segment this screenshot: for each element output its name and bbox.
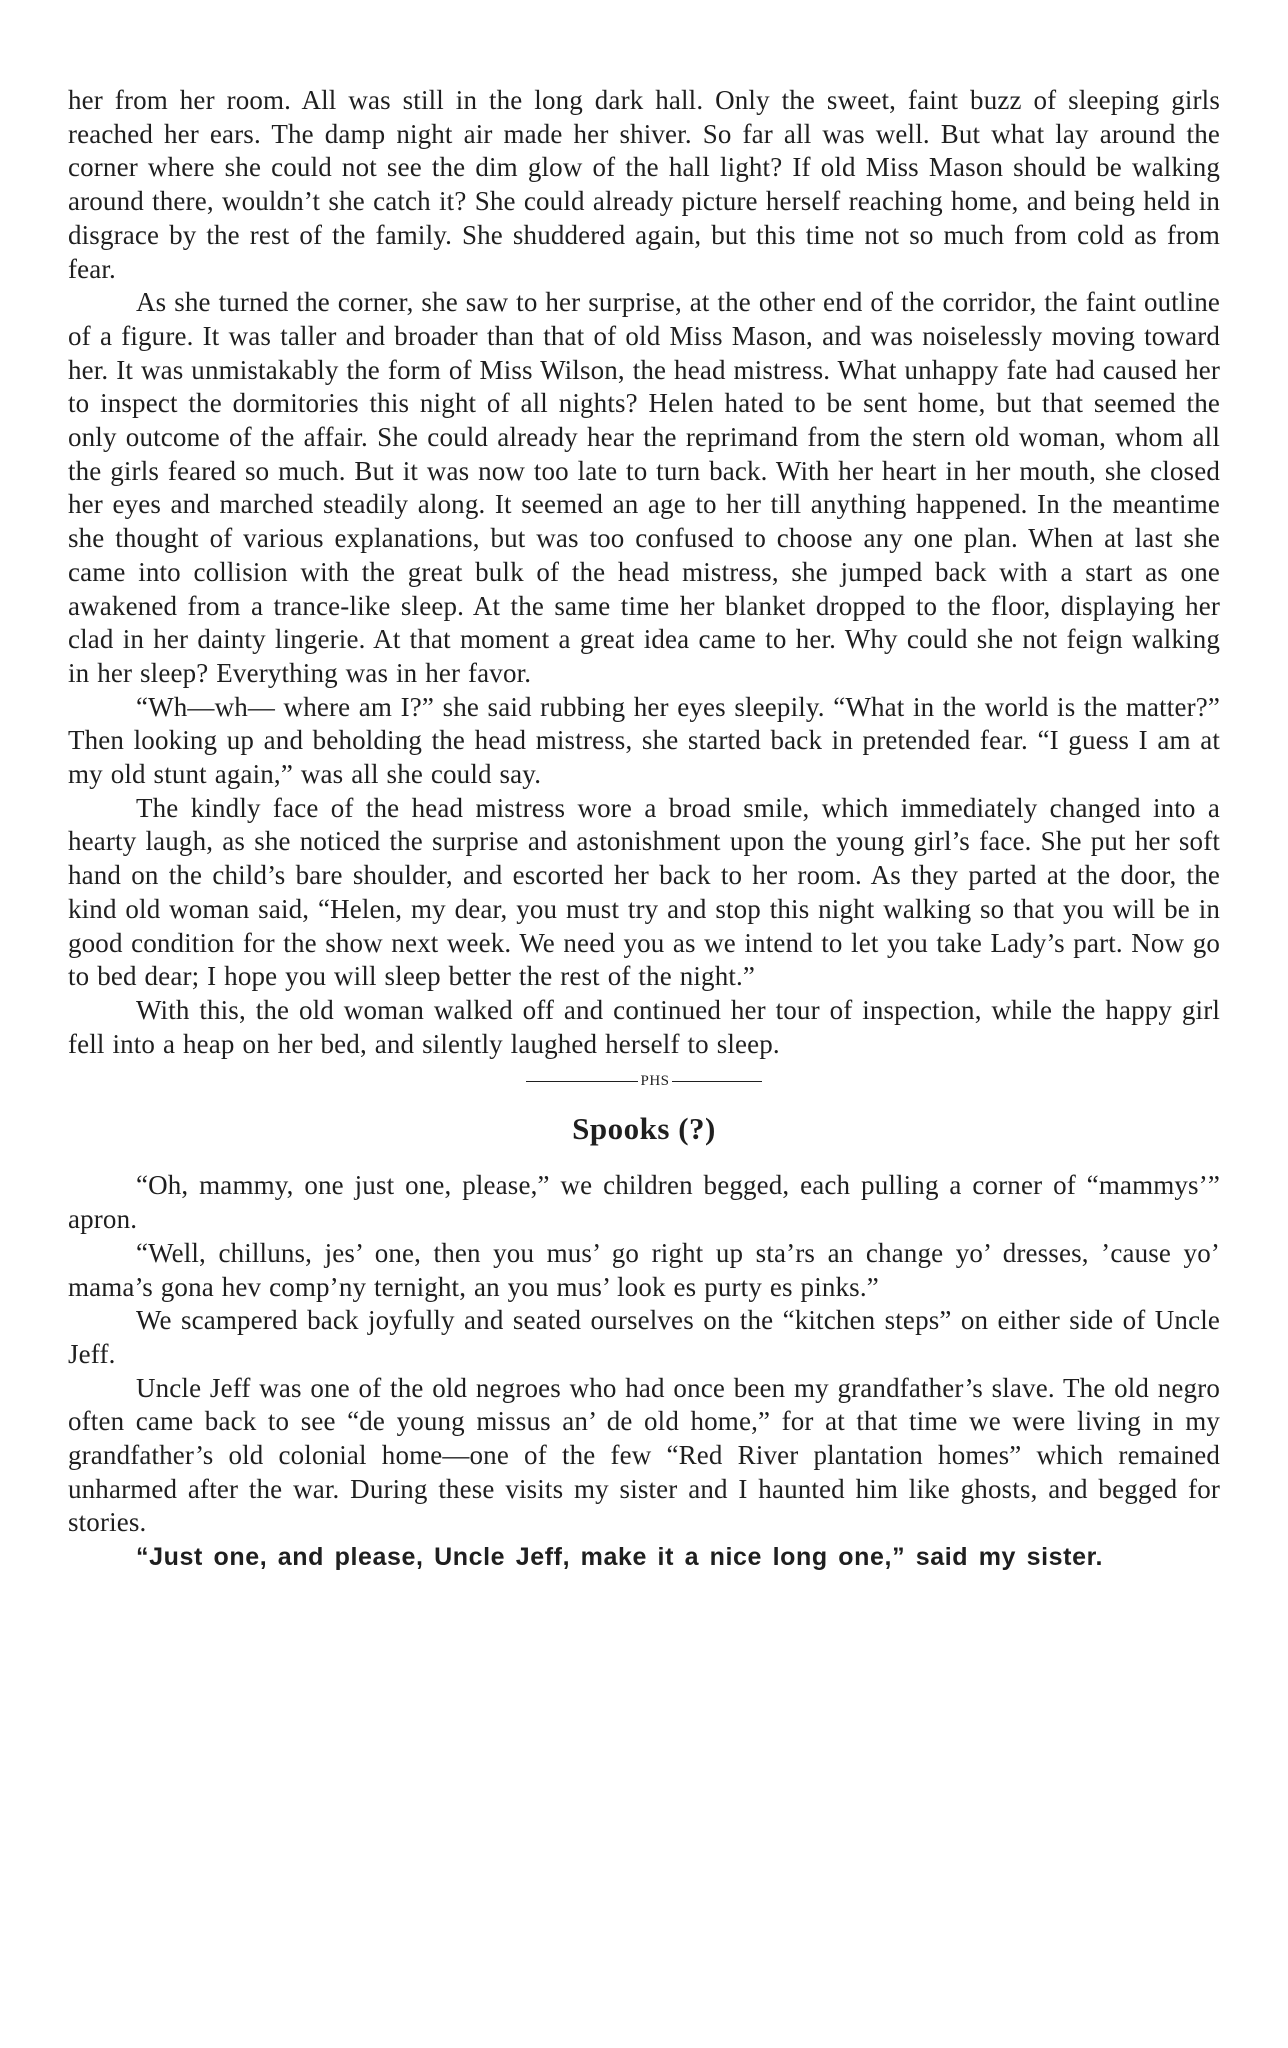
paragraph-mammy-reply: “Well, chilluns, jes’ one, then you mus’ go right up sta’rs an change yo’ dresses, ’cause yo’ mama’s gona hev comp’ny ternight, an you mus’ look es purty es pinks.” xyxy=(68,1237,1220,1302)
paragraph-corridor-figure: As she turned the corner, she saw to her surprise, at the other end of the corridor, the faint outline of a figure. It was taller and broader than that of old Miss Mason, and was noiselessly moving toward her. It was unmistakably the form of Miss Wilson, the head mistress. What unhappy fate had caused her to inspect the dormitories this night of all nights? Helen hated to be sent home, but that seemed the only outcome of the affair. She could already hear the reprimand from the stern old woman, whom all the girls feared so much. But it was now too late to turn back. With her heart in her mouth, she closed her eyes and marched steadily along. It seemed an age to her till anything happened. In the meantime she thought of various explanations, but was too confused to choose any one plan. When at last she came into collision with the great bulk of the head mistress, she jumped back with a start as one awakened from a trance-like sleep. At the same time her blanket dropped to the floor, displaying her clad in her dainty lingerie. At that moment a great idea came to her. Why could she not feign walking in her sleep? Everything was in her favor. xyxy=(68,287,1220,688)
paragraph-head-mistress-smile: The kindly face of the head mistress wore a broad smile, which immediately changed into a hearty laugh, as she noticed the surprise and astonishment upon the young girl’s face. She put her soft hand on the child’s bare shoulder, and escorted her back to her room. As they parted at the door, the kind old woman said, “Helen, my dear, you must try and stop this night walking so that you will be in good condition for the show next week. We need you as we intend to let you take Lady’s part. Now go to bed dear; I hope you will sleep better the rest of the night.” xyxy=(68,792,1220,992)
paragraph-sister-request: “Just one, and please, Uncle Jeff, make it a nice long one,” said my sister. xyxy=(136,1543,1104,1572)
paragraph-opening: her from her room. All was still in the long dark hall. Only the sweet, faint buzz of sleeping girls reached her ears. The damp night air made her shiver. So far all was well. But what lay around the corner where she could not see the dim glow of the hall light? If old Miss Mason should be walking around there, wouldn’t she catch it? She could already picture herself reaching home, and being held in disgrace by the rest of the family. She shuddered again, but this time not so much from cold as from fear. xyxy=(68,85,1220,284)
paragraph-tour-of-inspection: With this, the old woman walked off and continued her tour of inspection, while the happy girl fell into a heap on her bed, and silently laughed herself to sleep. xyxy=(68,994,1220,1059)
paragraph-mammy-plea: “Oh, mammy, one just one, please,” we children begged, each pulling a corner of “mammys’” apron. xyxy=(68,1170,1220,1235)
section-divider xyxy=(68,1069,1220,1093)
divider-rule-left xyxy=(526,1081,638,1082)
story-title: Spooks (?) xyxy=(572,1111,716,1147)
paragraph-uncle-jeff: Uncle Jeff was one of the old negroes who had once been my grandfather’s slave. The old negro often came back to see “de young missus an’ de old home,” for at that time we were living in my grandfather’s old colonial home—one of the few “Red River plantation homes” which remained unharmed after the war. During these visits my sister and I haunted him like ghosts, and begged for stories. xyxy=(68,1372,1220,1538)
divider-label: PHS xyxy=(640,1073,670,1090)
paragraph-where-am-i: “Wh—wh— where am I?” she said rubbing her eyes sleepily. “What in the world is the matter?” Then looking up and beholding the head mistress, she started back in pretended fear. “I guess I am at my old stunt again,” was all she could say. xyxy=(68,691,1220,790)
story-continued xyxy=(68,84,1220,1061)
story-spooks xyxy=(68,1109,1220,1574)
paragraph-kitchen-steps: We scampered back joyfully and seated ourselves on the “kitchen steps” on either side of Uncle Jeff. xyxy=(68,1305,1220,1369)
divider-rule-right xyxy=(672,1081,762,1082)
